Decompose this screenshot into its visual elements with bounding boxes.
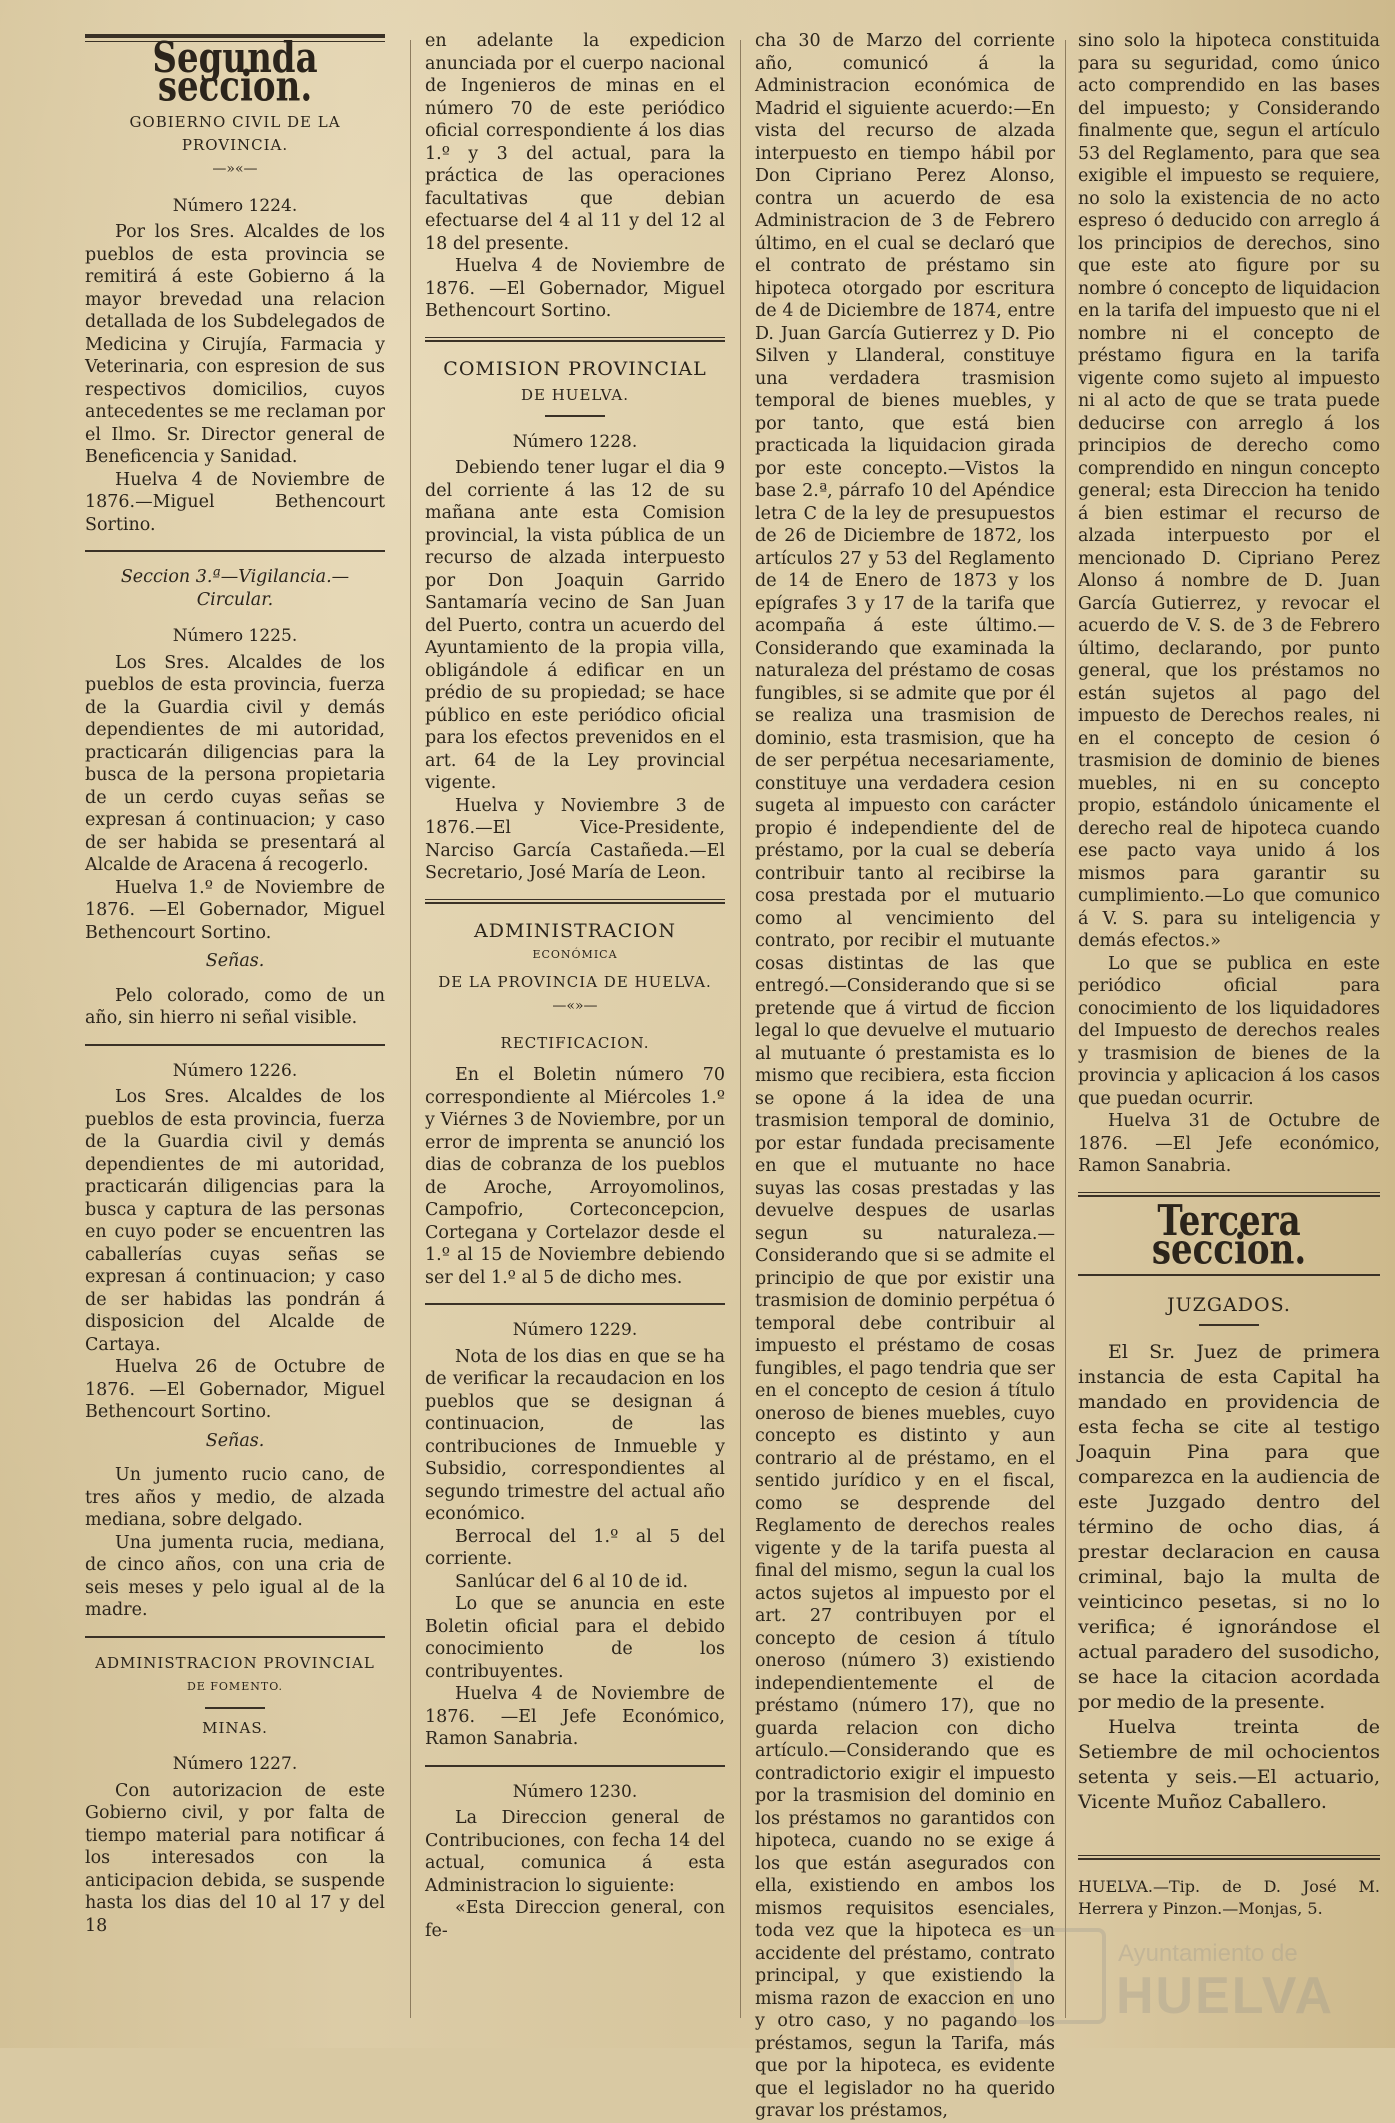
seccion-3-heading: Seccion 3.ª—Vigilancia.—Circular. bbox=[120, 567, 350, 610]
article-1227-body: Con autorizacion de este Gobierno civil, y por falta de tiempo material para notificar á los interesados con la anticipacion debida, se suspende hasta los dias del 10 al 17 y del 18 bbox=[85, 1780, 385, 1936]
juzgado-sign: Huelva treinta de Setiembre de mil ochocientos setenta y seis.—El actuario, Vicente Muñoz Caballero. bbox=[1078, 1716, 1380, 1813]
ornament: —«»— bbox=[552, 998, 598, 1014]
imprenta-footer: HUELVA.—Tip. de D. José M. Herrera y Pinzon.—Monjas, 5. bbox=[1078, 1877, 1380, 1918]
numero-1228: Número 1228. bbox=[512, 431, 638, 452]
article-1226-sign: Huelva 26 de Octubre de 1876. —El Gobernador, Miguel Bethencourt Sortino. bbox=[85, 1357, 385, 1422]
shield-icon bbox=[1010, 1928, 1106, 2024]
watermark-line-1: Ayuntamiento de bbox=[1118, 1940, 1298, 1967]
article-1226-body: Los Sres. Alcaldes de los pueblos de esta provincia, fuerza de la Guardia civil y demás dependientes de mi autoridad, practicarán diligencias para la busca y captura de las personas en cuyo poder se encuentren las caballerías cuyas señas se expresan á continuacion; y caso de ser habidas las pondrán á disposicion del Alcalde de Cartaya. bbox=[85, 1087, 385, 1355]
watermark-line-2: HUELVA bbox=[1116, 1967, 1335, 2025]
article-1230-lo-que: Lo que se publica en este periódico oficial para conocimiento de los liquidadores del Impuesto de derechos reales y trasmision de bienes de la provincia y aplicacion á los casos que puedan ocurrir. bbox=[1078, 953, 1380, 1109]
article-1230-quote-start: «Esta Direccion general, con fe- bbox=[425, 1898, 725, 1941]
article-1225-senas: Pelo colorado, como de un año, sin hierro ni señal visible. bbox=[85, 985, 385, 1028]
numero-1229: Número 1229. bbox=[512, 1320, 638, 1340]
rectificacion-body: En el Boletin número 70 correspondiente al Miércoles 1.º y Viérnes 3 de Noviembre, por un error de imprenta se anunció los dias de cobranza de los pueblos de Aroche, Arroyomolinos, Campofrio, Corteconcepcion, Cortegana y Cortelazor desde el 1.º al 15 de Noviembre debiendo ser del 1.º al 5 de dicho mes. bbox=[425, 1065, 725, 1288]
article-1229-berrocal: Berrocal del 1.º al 5 del corriente. bbox=[425, 1526, 725, 1569]
minas-header: MINAS. bbox=[202, 1718, 268, 1737]
column-4 bbox=[1078, 30, 1380, 1920]
numero-1225: Número 1225. bbox=[172, 626, 298, 646]
juzgados-header: JUZGADOS. bbox=[1167, 1293, 1291, 1316]
section-title-tercera: Tercera seccion. bbox=[1151, 1195, 1307, 1274]
divider bbox=[425, 1303, 725, 1305]
admin-econ-header: ADMINISTRACION bbox=[473, 919, 676, 942]
juzgado-body: El Sr. Juez de primera instancia de esta Capital ha mandado en providencia de esta fecha se cite al testigo Joaquin Pina para que comparezca en la audiencia de este Juzgado dentro del término de ocho dias, á prestar declaracion en causa criminal, bajo la multa de veinticinco pesetas, si no lo verifica; é ignorándose el actual paradero del susodicho, se hace la citacion acordada por medio de la presente. bbox=[1078, 1341, 1380, 1713]
divider bbox=[425, 899, 725, 904]
article-1228-body: Debiendo tener lugar el dia 9 del corriente á las 12 de su mañana ante esta Comision provincial, la vista pública de un recurso de alzada interpuesto por Don Joaquin Garrido Santamaría vecino de San Juan del Puerto, contra un acuerdo del Ayuntamiento de la propia villa, obligándole á edificar en un prédio de su propiedad; se hace público en este periódico oficial para los efectos prevenidos en el art. 64 de la Ley provincial vigente. bbox=[425, 458, 725, 793]
article-1227-continued: en adelante la expedicion anunciada por el cuerpo nacional de Ingenieros de minas en el número 70 de este periódico oficial correspondiente á los dias 1.º y 3 del actual, para la práctica de las operaciones facultativas que debian efectuarse del 4 al 11 y del 12 al 18 del presente. bbox=[425, 31, 725, 254]
column-divider bbox=[1065, 40, 1066, 2018]
article-1230-body: La Direccion general de Contribuciones, con fecha 14 del actual, comunica á esta Administracion lo siguiente: bbox=[425, 1808, 725, 1896]
divider bbox=[425, 337, 725, 342]
comision-sub: DE HUELVA. bbox=[520, 386, 629, 404]
admin-econ-provincia: DE LA PROVINCIA DE HUELVA. bbox=[438, 972, 712, 991]
article-1227-sign: Huelva 4 de Noviembre de 1876. —El Gobernador, Miguel Bethencourt Sortino. bbox=[425, 256, 725, 321]
article-1224-body: Por los Sres. Alcaldes de los pueblos de esta provincia se remitirá á este Gobierno á la mayor brevedad una relacion detallada de los Subdelegados de Medicina y Cirujía, Farmacia y Veterinaria, con espresion de sus respectivos domicilios, cuyos antecedentes se me reclaman por el Ilmo. Sr. Director general de Beneficencia y Sanidad. bbox=[85, 222, 385, 467]
article-1226-senas-1: Un jumento rucio cano, de tres años y medio, de alzada mediana, sobre delgado. bbox=[85, 1465, 385, 1530]
article-1229-lo-que: Lo que se anuncia en este Boletin oficial para el debido conocimiento de los contribuyentes. bbox=[425, 1594, 725, 1682]
column-1 bbox=[85, 30, 385, 1937]
article-1228-sign: Huelva y Noviembre 3 de 1876.—El Vice-Presidente, Narciso García Castañeda.—El Secretario, José María de Leon. bbox=[425, 795, 725, 883]
divider bbox=[1078, 1855, 1380, 1860]
divider bbox=[85, 1044, 385, 1046]
admin-fomento-header: ADMINISTRACION PROVINCIAL bbox=[95, 1653, 375, 1672]
numero-1227: Número 1227. bbox=[172, 1754, 298, 1774]
article-1230-sign: Huelva 31 de Octubre de 1876. —El Jefe económico, Ramon Sanabria. bbox=[1078, 1111, 1380, 1176]
senas-label: Señas. bbox=[205, 951, 265, 971]
numero-1230: Número 1230. bbox=[512, 1781, 638, 1802]
comision-header: COMISION PROVINCIAL bbox=[443, 357, 707, 380]
senas-label: Señas. bbox=[205, 1430, 265, 1451]
ornament: —»«— bbox=[212, 161, 258, 177]
article-1229-body: Nota de los dias en que se ha de verificar la recaudacion en los pueblos que se designan á continuacion, de las contribuciones de Inmueble y Subsidio, correspondientes al segundo trimestre del actual año económico. bbox=[425, 1346, 725, 1524]
admin-fomento-sub: DE FOMENTO. bbox=[186, 1680, 284, 1693]
article-1225-sign: Huelva 1.º de Noviembre de 1876. —El Gobernador, Miguel Bethencourt Sortino. bbox=[85, 877, 385, 943]
article-1230-continued: cha 30 de Marzo del corriente año, comunicó á la Administracion económica de Madrid el siguiente acuerdo:—En vista del recurso de alzada interpuesto en tiempo hábil por Don Cipriano Perez Alonso, contra un acuerdo de esa Administracion de 3 de Febrero último, en el cual se declaró que el contrato de préstamo sin hipoteca otorgado por escritura de 4 de Diciembre de 1874, entre D. Juan García Gutierrez y D. Pio Silven y Llanderal, constituye una verdadera trasmision temporal de bienes muebles, y por tanto, que está bien practicada la liquidacion girada por este concepto.—Vistos la base 2.ª, párrafo 10 del Apéndice letra C de la ley de presupuestos de 26 de Diciembre de 1872, los artículos 27 y 53 del Reglamento de 14 de Enero de 1873 y los epígrafes 3 y 17 de la tarifa que acompaña á este último.—Considerando que examinada la naturaleza del préstamo de cosas fungibles, si se admite que por él se realiza una trasmision de dominio, esta trasmision, que ha de ser perpétua necesariamente, constituye una verdadera cesion sugeta al impuesto con carácter propio é independiente del de préstamo, por la cual se debería contribuir tanto al recibirse la cosa prestada por el mutuario como al vencimiento del contrato, por recibir el mutuante cosas distintas de las que entregó.—Considerando que si se pretende que á virtud de ficcion legal lo que devuelve el mutuario al mutuante ó prestamista es lo mismo que recibiera, esta ficcion se opone á la idea de una trasmision temporal de dominio, por estar fundada precisamente en que el mutuante no hace suyas las cosas prestadas y las devuelve despues de usarlas segun su naturaleza.—Considerando que si se admite el principio de que por existir una trasmision de dominio perpétua ó temporal debe contribuir al impuesto el préstamo de cosas fungibles, el pago tendria que ser en el concepto de cesion á título oneroso de bienes muebles, cuyo concepto es distinto y aun contrario al de préstamo, en el sentido jurídico y en el fiscal, como se desprende del Reglamento de derechos reales vigente y de la tarifa puesta al final del mismo, segun la cual los actos sujetos al impuesto por el art. 27 contribuyen por el concepto de cesion á título oneroso (número 3) existiendo independientemente el de préstamo (número 17), que no guarda relacion con dicho artículo.—Considerando que es contradictorio exigir el impuesto por la trasmision del dominio en los préstamos no garantidos con hipoteca, cuando no se exige á los que están asegurados con ella, existiendo en ambos los mismos requisitos esenciales, toda vez que la hipoteca es un accidente del préstamo, contrato principal, y que existiendo la misma razon de exaccion en uno y otro caso, y no pagando los préstamos, segun la Tarifa, más que por la hipoteca, es evidente que el legislador no ha querido gravar los préstamos, bbox=[755, 31, 1055, 2121]
column-divider bbox=[740, 40, 741, 2018]
column-3 bbox=[755, 30, 1055, 2123]
watermark-logo bbox=[1000, 1920, 1380, 2030]
section-title-segunda: Segunda seccion. bbox=[152, 33, 318, 112]
article-1224-sign: Huelva 4 de Noviembre de 1876.—Miguel Bethencourt Sortino. bbox=[85, 469, 385, 535]
numero-1224: Número 1224. bbox=[172, 195, 298, 216]
divider bbox=[85, 1636, 385, 1638]
short-rule bbox=[1199, 1324, 1259, 1326]
short-rule bbox=[545, 415, 605, 417]
article-1230-conclusion: sino solo la hipoteca constituida para su seguridad, como único acto comprendido en las bases del impuesto; y Considerando finalmente que, segun el artículo 53 del Reglamento, para que sea exigible el impuesto se requiere, no solo la existencia de no acto espreso ó deducido con arreglo á los principios de derechos, sino que este ato figure por su nombre ó concepto de liquidacion en la tarifa del impuesto que ni el nombre ni el concepto de préstamo figura en la tarifa vigente como sujeto al impuesto ni al acto de que se trata puede deducirse con arreglo á los principios de derecho como comprendido en ningun concepto general; esta Direccion ha tenido á bien estimar el recurso de alzada interpuesto por el mencionado D. Cipriano Perez Alonso á nombre de D. Juan García Gutierrez, y revocar el acuerdo de V. S. de 3 de Febrero último, declarando, por punto general, que los préstamos no están sujetos al pago del impuesto de Derechos reales, ni en el concepto de cesion ó trasmision de dominio de bienes muebles, ni en su concepto propio, estándolo únicamente el derecho real de hipoteca cuando ese pacto vaya unido á los mismos para garantir su cumplimiento.—Lo que comunico á V. S. para su inteligencia y demás efectos.» bbox=[1078, 31, 1380, 951]
divider bbox=[425, 1765, 725, 1767]
article-1229-sign: Huelva 4 de Noviembre de 1876. —El Jefe Económico, Ramon Sanabria. bbox=[425, 1684, 725, 1749]
article-1229-sanlucar: Sanlúcar del 6 al 10 de id. bbox=[455, 1571, 689, 1592]
gobierno-header: GOBIERNO CIVIL DE LA PROVINCIA. bbox=[129, 113, 341, 154]
article-1225-body: Los Sres. Alcaldes de los pueblos de esta provincia, fuerza de la Guardia civil y demás dependientes de mi autoridad, practicarán diligencias para la busca de la persona propietaria de un cerdo cuyas señas se expresan á continuacion; y caso de ser habida se presentará al Alcalde de Aracena á recogerlo. bbox=[85, 652, 385, 875]
article-1226-senas-2: Una jumenta rucia, mediana, de cinco años, con una cria de seis meses y pelo igual al de la madre. bbox=[85, 1532, 385, 1620]
rectificacion-header: RECTIFICACION. bbox=[500, 1033, 650, 1052]
admin-econ-sub: ECONÓMICA bbox=[532, 948, 618, 961]
column-2 bbox=[425, 30, 725, 1942]
divider bbox=[85, 550, 385, 552]
column-divider bbox=[410, 40, 411, 2018]
numero-1226: Número 1226. bbox=[172, 1060, 298, 1081]
short-rule bbox=[205, 1707, 265, 1709]
